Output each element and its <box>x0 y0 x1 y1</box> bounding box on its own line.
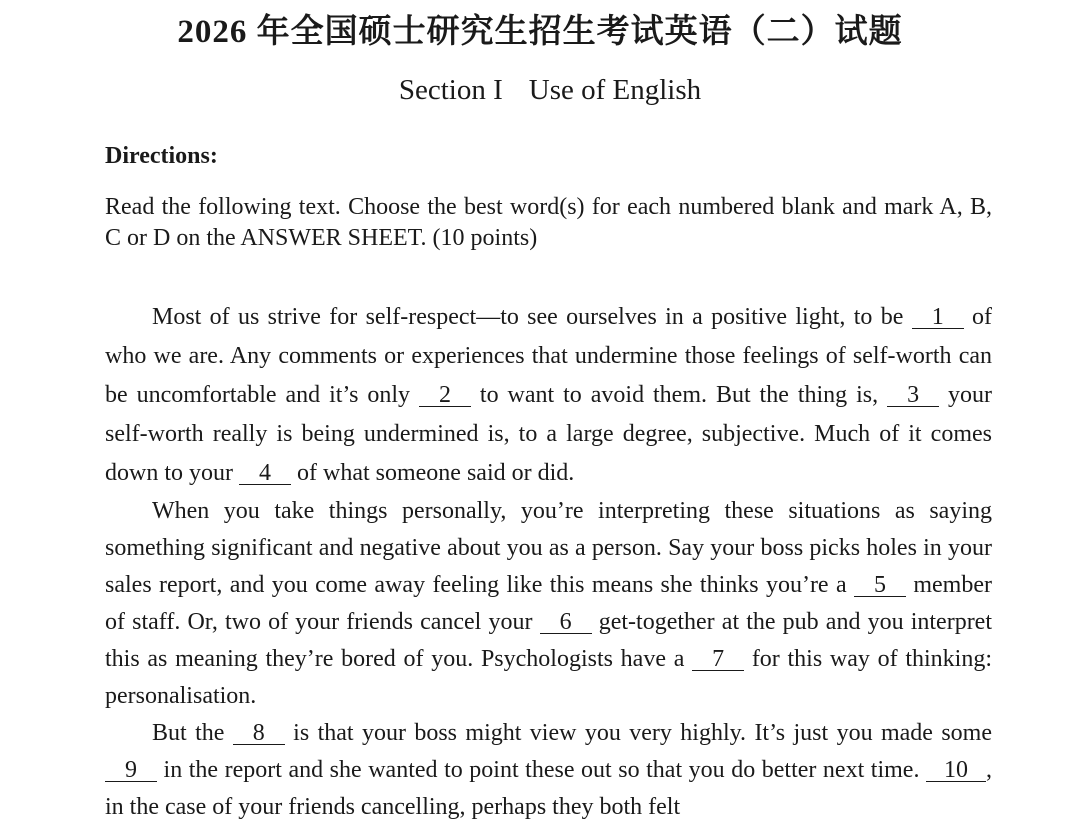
directions-heading: Directions: <box>105 143 218 169</box>
passage-paragraph-3 <box>105 715 992 826</box>
blank-5: 5 <box>854 574 906 597</box>
blank-7: 7 <box>692 648 744 671</box>
passage-text: of what someone said or did. <box>291 460 575 486</box>
directions-text: Read the following text. Choose the best word(s) for each numbered blank and mark A, B, C or D on the ANSWER SHEET. (10 points) <box>105 194 992 251</box>
passage-text: When you take things personally, you’re interpreting these situations as saying something significant and negative about you as a person. Say your boss picks holes in your sales report, and you come away feeling like this means she thinks you’re a <box>105 498 992 598</box>
section-label: Section I <box>398 74 503 106</box>
passage-paragraph-2 <box>105 493 992 715</box>
section-heading <box>0 70 1080 110</box>
blank-3: 3 <box>887 384 939 407</box>
blank-1: 1 <box>912 306 964 329</box>
cloze-passage <box>105 298 992 826</box>
blank-2: 2 <box>419 384 471 407</box>
passage-text: of who we are. Any comments or experiences that undermine those feelings of self-worth can be uncomfortable and it’s only <box>105 304 993 408</box>
blank-10: 10 <box>926 759 986 782</box>
passage-text: your self-worth really is being undermined is, to a large degree, subjective. Much of it comes down to your <box>105 382 992 486</box>
passage-text: for this way of thinking: personalisation. <box>105 646 993 709</box>
section-name: Use of English <box>528 74 702 106</box>
blank-4: 4 <box>239 462 291 485</box>
passage-text: Most of us strive for self-respect—to see ourselves in a positive light, to be <box>152 304 912 330</box>
passage-text: , in the case of your friends cancelling, perhaps they both felt <box>105 757 992 820</box>
passage-text: in the report and she wanted to point these out so that you do better next time. <box>157 757 926 783</box>
blank-9: 9 <box>105 759 157 782</box>
passage-text: member of staff. Or, two of your friends cancel your <box>105 572 992 635</box>
passage-text: get-together at the pub and you interpret this as meaning they’re bored of you. Psychologists have a <box>105 609 992 672</box>
passage-text: is that your boss might view you very highly. It’s just you made some <box>284 720 992 746</box>
passage-text: But the <box>152 720 233 746</box>
passage-paragraph-1 <box>105 298 992 493</box>
exam-title: 2026 年全国硕士研究生招生考试英语（二）试题 <box>177 14 903 50</box>
blank-8: 8 <box>233 722 285 745</box>
passage-text: to want to avoid them. But the thing is, <box>470 382 888 408</box>
blank-6: 6 <box>540 611 592 634</box>
